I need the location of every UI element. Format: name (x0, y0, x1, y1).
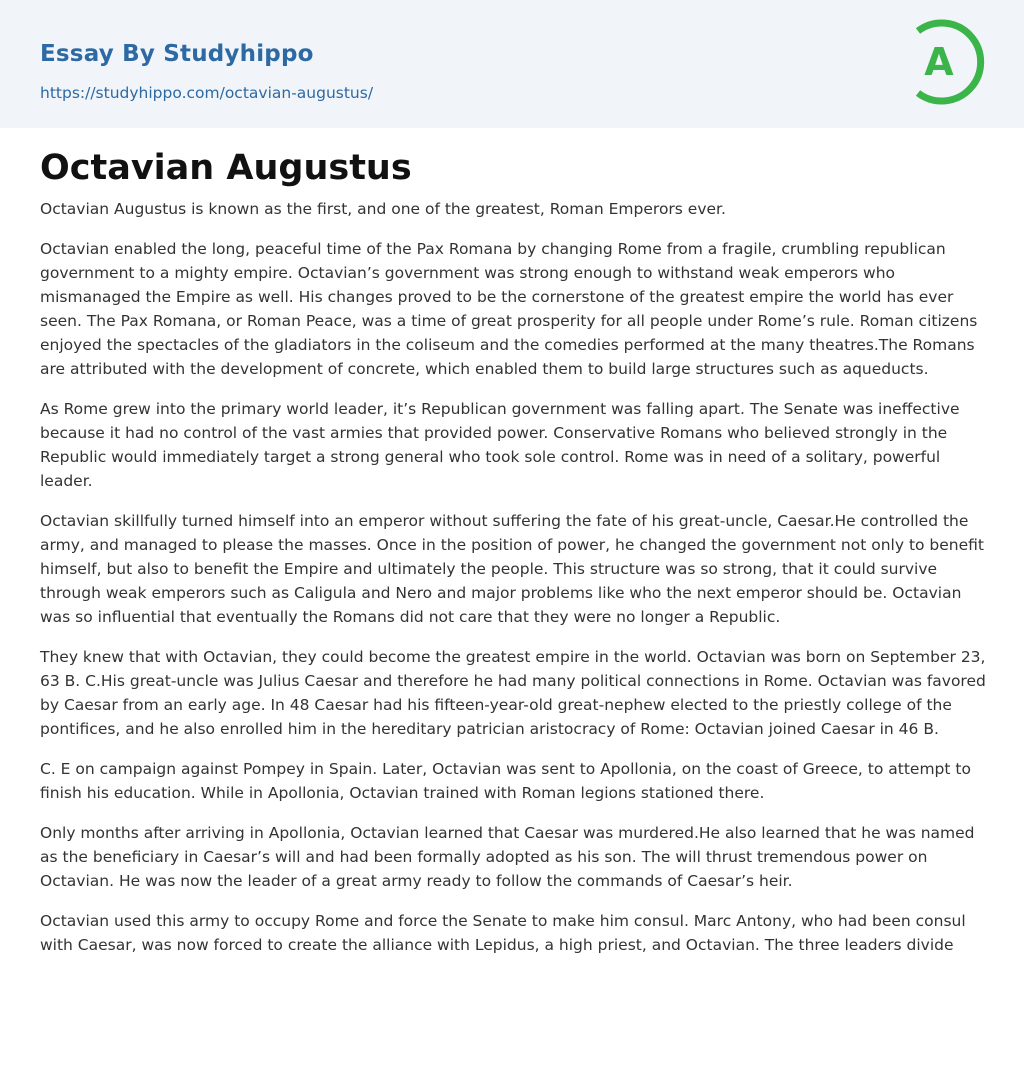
paragraph: As Rome grew into the primary world leader, it’s Republican government was falling apart. The Senate was ineffective because it had no control of the vast armies that provided power. Conservative Romans who believed strongly in the Republic would immediately target a strong general who took sole control. Rome was in need of a solitary, powerful leader. (40, 400, 960, 490)
source-url-link[interactable]: https://studyhippo.com/octavian-augustus/ (40, 84, 374, 102)
paragraph: Octavian enabled the long, peaceful time of the Pax Romana by changing Rome from a fragile, crumbling republican government to a mighty empire. Octavian’s government was strong enough to withstand weak emperors who mismanaged the Empire as well. His changes proved to be the cornerstone of the greatest empire the world has ever seen. The Pax Romana, or Roman Peace, was a time of great prosperity for all people under Rome’s rule. Roman citizens enjoyed the spectacles of the gladiators in the coliseum and the comedies performed at the many theatres.The Romans are attributed with the development of concrete, which enabled them to build large structures such as aqueducts. (40, 240, 978, 378)
paragraph: They knew that with Octavian, they could become the greatest empire in the world. Octavian was born on September 23, 63 B. C.His great-uncle was Julius Caesar and therefore he had many political connections in Rome. Octavian was favored by Caesar from an early age. In 48 Caesar had his fifteen-year-old great-nephew elected to the priestly college of the pontifices, and he also enrolled him in the hereditary patrician aristocracy of Rome: Octavian joined Caesar in 46 B. (40, 648, 986, 738)
paragraph: Octavian Augustus is known as the first, and one of the greatest, Roman Emperors ever. (40, 200, 726, 218)
site-brand[interactable]: Essay By Studyhippo (40, 41, 314, 67)
paragraph: C. E on campaign against Pompey in Spain. Later, Octavian was sent to Apollonia, on the coast of Greece, to attempt to finish his education. While in Apollonia, Octavian trained with Roman legions stationed there. (40, 760, 971, 802)
paragraph: Only months after arriving in Apollonia, Octavian learned that Caesar was murdered.He also learned that he was named as the beneficiary in Caesar’s will and had been formally adopted as his son. The will thrust tremendous power on Octavian. He was now the leader of a great army ready to follow the commands of Caesar’s heir. (40, 824, 975, 890)
studyhippo-logo-icon[interactable] (910, 18, 988, 106)
article (40, 145, 986, 973)
paragraph: Octavian used this army to occupy Rome and force the Senate to make him consul. Marc Antony, who had been consul with Caesar, was now forced to create the alliance with Lepidus, a high priest, and Octavian. The three leaders divide (40, 912, 966, 954)
page-title: Octavian Augustus (40, 148, 412, 188)
logo-letter: A (924, 40, 954, 84)
site-header (0, 0, 1024, 128)
paragraph: Octavian skillfully turned himself into an emperor without suffering the fate of his great-uncle, Caesar.He controlled the army, and managed to please the masses. Once in the position of power, he changed the government not only to benefit himself, but also to benefit the Empire and ultimately the people. This structure was so strong, that it could survive through weak emperors such as Caligula and Nero and major problems like who the next emperor should be. Octavian was so influential that eventually the Romans did not care that they were no longer a Republic. (40, 512, 985, 626)
